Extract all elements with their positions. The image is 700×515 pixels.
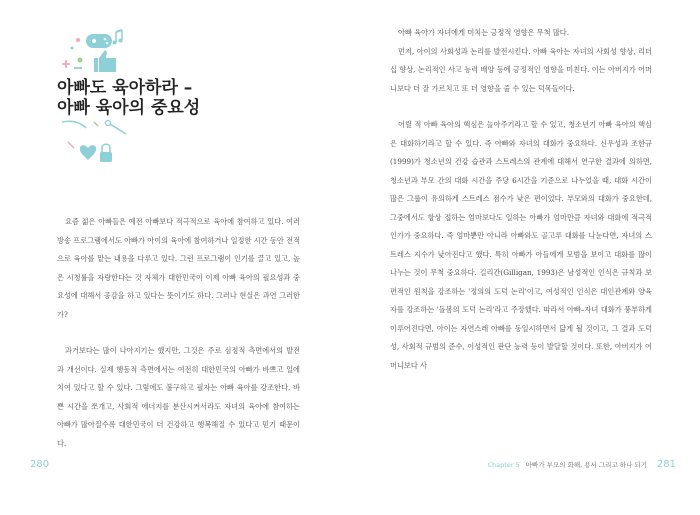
right-paragraph-2: 먼저, 아이의 사회성과 논리를 발전시킨다. 아빠 육아는 자녀의 사회성 향상, 리더십 향상, 논리적인 사고 능력 배양 등에 긍정적인 영향을 미친다. 이는 아버지가 어머니보다 더 잘 가르치고 또 더 영향을 줄 수 있는 덕목들이다. (390, 46, 652, 93)
right-page (350, 0, 700, 515)
chapter-title (57, 78, 200, 118)
running-head (488, 460, 648, 469)
decorative-icons-top (58, 28, 168, 78)
gamepad-icon (86, 34, 112, 48)
running-head-chapter: Chapter 5 (487, 461, 520, 469)
left-paragraph-1: 요즘 젊은 아빠들은 예전 아빠보다 적극적으로 육아에 참여하고 있다. 여러 방송 프로그램에서도 아빠가 아이의 육아에 참여하거나 일정한 시간 동안 전적으로 육아를 맡는 내용을 다루고 있다. 그런 프로그램이 인기를 끌고 있고, 높은 시청률을 자랑한다는 것 자체가 대한민국이 이제 아빠 육아의 필요성과 중요성에 대해서 공감을 하고 있다는 뜻이기도 하다. 그러나 현실은 과연 그러한가? (57, 217, 300, 319)
title-line-2: 아빠 육아의 중요성 (57, 98, 201, 118)
right-paragraph-1: 아빠 육아가 자녀에게 미치는 긍정적 영향은 무척 많다. (398, 28, 570, 37)
running-head-title: 아빠가 부모의 화해, 용서 그리고 하나 되기 (525, 461, 647, 469)
icon-cluster-graphic-bottom (60, 118, 180, 168)
right-paragraph-3: 어릴 적 아빠 육아의 핵심은 놀아주기라고 할 수 있고, 청소년기 아빠 육아의 핵심은 대화하기라고 할 수 있다. 즉 아빠와 자녀의 대화가 중요하다. 신우성과 조한규(1999)가 청소년의 건강 습관과 스트레스의 관계에 대해서 연구한 결과에 의하면, 청소년과 부모 간의 대화 시간을 주당 6시간을 기준으로 나누었을 때, 대화 시간이 많은 그룹이 유의하게 스트레스 점수가 낮은 편이었다. 부모와의 대화가 중요한데, 그중에서도 항상 접하는 엄마보다도 일하는 아빠가 엄마만큼 자녀와 대화에 적극적인가가 중요하다. 즉 엄마뿐만 아니라 아빠와도 골고루 대화를 나눈다면, 자녀의 스트레스 지수가 낮아진다고 했다. 특히 아빠가 아들에게 모범을 보이고 대화를 많이 나누는 것이 무척 중요하다. 길리간(Gilligan, 1993)은 남성적인 인식은 규칙과 보편적인 원칙을 강조하는 '정의의 도덕 논리'이고, 여성적인 인식은 대인관계와 양육자를 강조하는 '돌봄의 도덕 논리'라고 주장했다. 따라서 아빠–자녀 대화가 풍부하게 이루어진다면, 아이는 자연스레 아빠를 동일시하면서 닮게 될 것이고, 그 결과 도덕성, 사회적 규범의 준수, 이성적인 판단 능력 등이 발달할 것이다. 또한, 아버지가 어머니보다 사 (390, 120, 652, 370)
key-icon (106, 121, 127, 135)
page-number-right: 281 (656, 459, 676, 470)
left-paragraph-2: 과거보다는 많이 나아지기는 했지만, 그것은 주로 심정적 측면에서의 발전과 개선이다. 실제 행동적 측면에서는 여전히 대한민국의 아빠가 바쁘고 일에 치여 있다고 할 수 있다. 그렇에도 불구하고 필자는 아빠 육아를 강조한다. 바쁜 시간을 쪼개고, 사회적 에너지를 분산시켜서라도 자녀의 육아에 참여하는 아빠가 많아질수록 대한민국이 더 건강하고 행복해질 수 있다고 믿기 때문이다. (57, 346, 300, 448)
heart-icon (80, 145, 96, 160)
music-note-icon (113, 30, 123, 45)
icon-cluster-graphic (58, 28, 168, 78)
left-body-text (57, 213, 300, 453)
padlock-icon (100, 144, 112, 162)
thumbs-up-icon (94, 50, 116, 72)
title-line-1: 아빠도 육아하라 – (57, 78, 193, 98)
math-symbols-icon (62, 58, 83, 69)
page-number-left: 280 (30, 459, 50, 470)
decorative-icons-bottom (60, 118, 180, 168)
right-body-text (390, 24, 652, 375)
